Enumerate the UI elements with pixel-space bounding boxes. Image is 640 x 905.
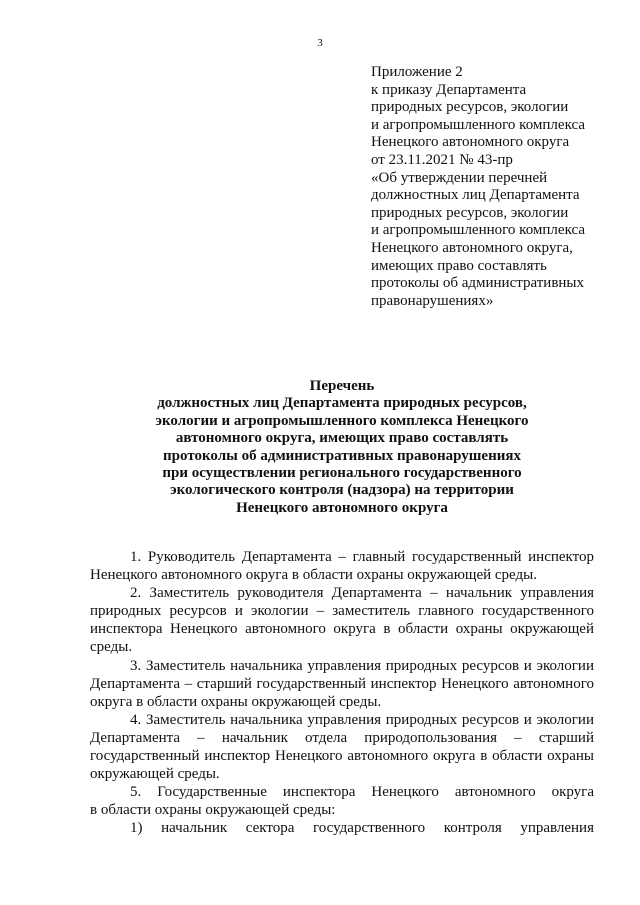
- text-line: природных ресурсов и экологии – заместитель главного государственного: [90, 603, 594, 620]
- list-item-2: [90, 584, 594, 656]
- appendix-line: природных ресурсов, экологии: [371, 99, 569, 116]
- title-line: протоколы об административных правонарушениях: [163, 447, 521, 464]
- appendix-line: имеющих право составлять: [371, 257, 547, 274]
- text-line: 3. Заместитель начальника управления природных ресурсов и экологии: [130, 657, 594, 674]
- list-item-4: [90, 711, 594, 783]
- text-line: 5. Государственные инспектора Ненецкого автономного округа: [130, 784, 594, 801]
- appendix-line: природных ресурсов, экологии: [371, 204, 569, 221]
- document-title: [90, 378, 594, 517]
- title-line: экологии и агропромышленного комплекса Ненецкого: [155, 412, 529, 429]
- title-line: экологического контроля (надзора) на территории: [170, 482, 514, 499]
- text-line: Департамента – начальник отдела природопользования – старший: [90, 729, 594, 746]
- text-line: в области охраны окружающей среды:: [90, 802, 336, 819]
- list-item-1: [90, 548, 594, 584]
- text-line: 1. Руководитель Департамента – главный государственный инспектор: [130, 549, 594, 565]
- appendix-line: правонарушениях»: [371, 292, 494, 309]
- appendix-line: протоколы об административных: [371, 275, 585, 292]
- list-item-5: [90, 783, 594, 819]
- appendix-line: должностных лиц Департамента: [371, 187, 580, 204]
- document-body: [90, 548, 594, 838]
- text-line: государственный инспектор Ненецкого автономного округа в области охраны: [90, 748, 594, 765]
- text-line: 4. Заместитель начальника управления природных ресурсов и экологии: [130, 711, 594, 728]
- appendix-line: Ненецкого автономного округа: [371, 134, 570, 151]
- text-line: округа в области охраны окружающей среды.: [90, 693, 382, 710]
- title-line: при осуществлении регионального государственного: [162, 465, 522, 482]
- page-number: 3: [317, 37, 323, 49]
- text-line: среды.: [90, 639, 133, 656]
- title-line: Перечень: [309, 378, 375, 394]
- appendix-line: Приложение 2: [371, 64, 463, 80]
- sub-item-1: [90, 819, 594, 837]
- title-line: должностных лиц Департамента природных ресурсов,: [157, 395, 527, 412]
- appendix-line: от 23.11.2021 № 43-пр: [371, 151, 513, 168]
- appendix-header: [371, 64, 621, 310]
- text-line: инспектора Ненецкого автономного округа в области охраны окружающей: [90, 621, 594, 638]
- appendix-line: к приказу Департамента: [371, 81, 527, 98]
- list-item-3: [90, 657, 594, 711]
- text-line: 2. Заместитель руководителя Департамента – начальник управления: [130, 585, 594, 602]
- text-line: Департамента – старший государственный инспектор Ненецкого автономного: [90, 675, 594, 692]
- appendix-line: Ненецкого автономного округа,: [371, 239, 573, 256]
- title-line: Ненецкого автономного округа: [236, 499, 448, 516]
- appendix-line: и агропромышленного комплекса: [371, 222, 585, 239]
- title-line: автономного округа, имеющих право составлять: [175, 430, 509, 447]
- text-line: Ненецкого автономного округа в области охраны окружающей среды.: [90, 567, 537, 584]
- appendix-line: «Об утверждении перечней: [371, 169, 548, 186]
- text-line: 1) начальник сектора государственного контроля управления: [130, 820, 594, 837]
- text-line: окружающей среды.: [90, 766, 220, 783]
- appendix-line: и агропромышленного комплекса: [371, 116, 585, 133]
